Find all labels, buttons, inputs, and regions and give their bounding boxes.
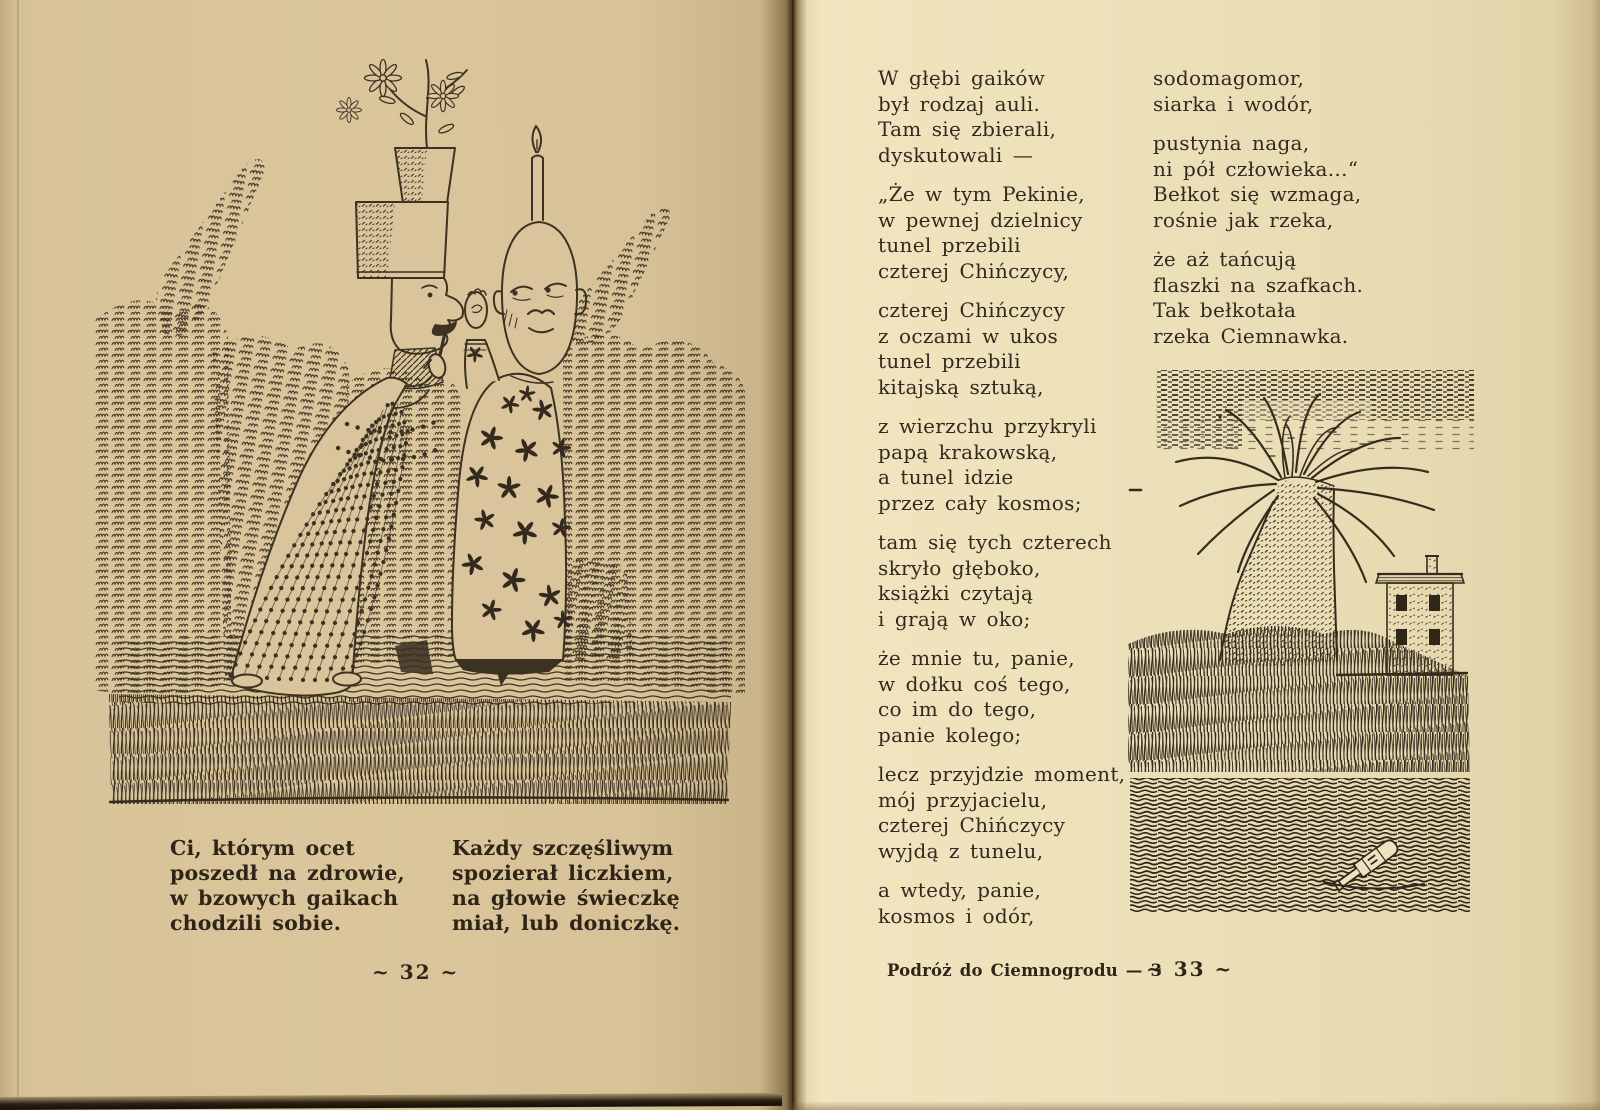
caption-column-1 (170, 836, 405, 936)
stanza (878, 530, 1125, 632)
river (1130, 778, 1470, 912)
poem-line: sodomagomor, (1153, 66, 1305, 90)
stanza (878, 182, 1125, 284)
stanza (878, 66, 1125, 168)
poem-line: wyjdą z tunelu, (878, 838, 1044, 863)
poem-line: z wierzchu przykryli (878, 414, 1097, 438)
poem-line: „Że w tym Pekinie, (878, 182, 1085, 206)
poem-line: czterej Chińczycy (878, 298, 1066, 322)
poem-line: czterej Chińczycy (878, 813, 1066, 837)
poem-line: tunel przebili (878, 233, 1021, 257)
poem-line: lecz przyjdzie moment, (878, 762, 1126, 786)
poem-line: W głębi gaików (878, 66, 1046, 90)
poem-line: czterej Chińczycy, (878, 258, 1070, 283)
poem-line: w pewnej dzielnicy (878, 207, 1083, 232)
stanza (878, 414, 1125, 516)
ground-shadow (395, 640, 433, 674)
poem-line: Tam się zbierali, (878, 117, 1057, 141)
poem-line: że aż tańcują (1153, 247, 1297, 271)
caption-line: spozierał liczkiem, (452, 861, 674, 885)
stanza (878, 298, 1125, 400)
poem-line: siarka i wodór, (1153, 91, 1314, 116)
stanza (878, 878, 1125, 929)
poem-line: rośnie jak rzeka, (1153, 207, 1334, 232)
page-number-33: ~ 33 ~ (1146, 957, 1234, 981)
illustration-two-figures (95, 52, 745, 810)
stanza (878, 762, 1125, 864)
page-crease (17, 0, 21, 1110)
poem-line: tunel przebili (878, 349, 1021, 373)
caption-line: Każdy szczęśliwym (452, 836, 674, 860)
poem-column-2 (1153, 66, 1363, 363)
poem-line: i grają w oko; (878, 606, 1031, 631)
stanza (1153, 131, 1363, 233)
caption-line: na głowie świeczkę (452, 886, 680, 910)
poem-line: Bełkot się wzmaga, (1153, 182, 1362, 206)
printer-signature: Podróż do Ciemnogrodu — 3 (887, 961, 1163, 980)
poem-line: panie kolego; (878, 722, 1022, 747)
page-bottom-shade (792, 1101, 1600, 1110)
poem-line: a wtedy, panie, (878, 878, 1042, 902)
poem-line: skryło głęboko, (878, 555, 1041, 580)
poem-line: papą krakowską, (878, 439, 1058, 464)
poem-line: flaszki na szafkach. (1153, 272, 1364, 297)
poem-line: a tunel idzie (878, 465, 1014, 489)
grass-foreground (109, 694, 731, 804)
poem-line: książki czytają (878, 581, 1034, 605)
illustration-willow-river (1128, 368, 1480, 914)
book-bottom-edge (0, 1093, 782, 1110)
poem-line: z oczami w ukos (878, 323, 1059, 348)
caption-line: chodzili sobie. (170, 911, 342, 935)
poem-line: kitajską sztuką, (878, 374, 1044, 399)
caption-column-2 (452, 836, 680, 936)
caption-line: w bzowych gaikach (170, 886, 399, 910)
poem-line: przez cały kosmos; (878, 490, 1082, 515)
poem-line: tam się tych czterech (878, 530, 1112, 554)
caption-line: poszedł na zdrowie, (170, 861, 405, 885)
poem-line: co im do tego, (878, 697, 1037, 721)
stanza (1153, 247, 1363, 349)
poem-line: był rodzaj auli. (878, 91, 1041, 116)
caption-line: Ci, którym ocet (170, 836, 355, 860)
poem-line: mój przyjacielu, (878, 787, 1048, 812)
poem-line: rzeka Ciemnawka. (1153, 323, 1349, 348)
poem-line: dyskutowali — (878, 142, 1034, 167)
poem-line: ni pół człowieka...“ (1153, 156, 1359, 181)
poem-line: kosmos i odór, (878, 903, 1035, 928)
poem-line: w dołku coś tego, (878, 671, 1071, 696)
stanza (878, 646, 1125, 748)
page-number-32: ~ 32 ~ (372, 960, 460, 984)
poem-line: że mnie tu, panie, (878, 646, 1075, 670)
caption-line: miał, lub doniczkę. (452, 911, 681, 935)
poem-column-1 (878, 66, 1125, 943)
stanza (1153, 66, 1363, 117)
poem-line: pustynia naga, (1153, 131, 1310, 155)
poem-line: Tak bełkotała (1153, 298, 1297, 322)
